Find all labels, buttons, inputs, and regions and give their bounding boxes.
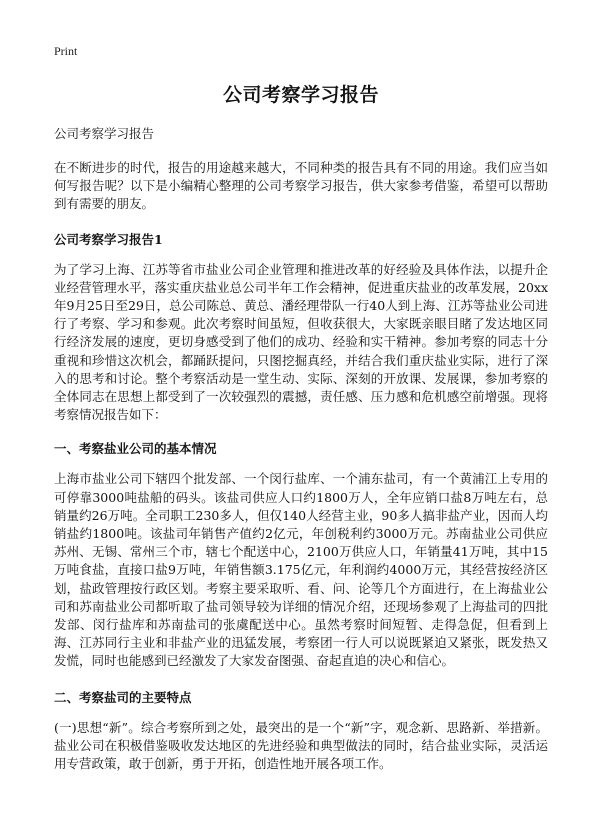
section-2-heading: 二、考察盐司的主要特点 <box>54 689 192 705</box>
document-subtitle: 公司考察学习报告 <box>54 126 155 141</box>
report-heading: 公司考察学习报告1 <box>54 231 163 247</box>
section-1-paragraph: 上海市盐业公司下辖四个批发部、一个闵行盐库、一个浦东盐司，有一个黄浦江上专用的可停靠3000吨盐船的码头。该盐司供应人口约1800万人，全年应销口盐8万吨左右，总销量约26万吨。全司职工230多人，但仅140人经营主业，90多人搞非盐产业，因而人均销盐约1800吨。该盐司年销售产值约2亿元，年创税利约3000万元。苏南盐业公司供应苏州、无锡、常州三个市，辖七个配送中心，2100万供应人口，年销量41万吨，其中15万吨食盐，直接口盐9万吨，年销售额3.175亿元，年利润约4000万元，其经营按经济区划，盐政管理按行政区划。考察主要采取听、看、问、论等几个方面进行，在上海盐业公司和苏南盐业公司都听取了盐司领导较为详细的情况介绍，还现场参观了上海盐司的四批发部、闵行盐库和苏南盐司的张虞配送中心。虽然考察时间短暂、走得急促，但看到上海、江苏同行主业和非盐产业的迅猛发展，考察团一行人可以说既紧迫又紧张，既发热又发慌，同时也能感到已经激发了大家发奋图强、奋起直追的决心和信心。 <box>54 471 548 669</box>
section-1-heading: 一、考察盐业公司的基本情况 <box>54 441 217 457</box>
document-title: 公司考察学习报告 <box>222 84 379 106</box>
intro-paragraph: 在不断进步的时代，报告的用途越来越大，不同种类的报告具有不同的用途。我们应当如何写报告呢？以下是小编精心整理的公司考察学习报告，供大家参考借鉴，希望可以帮助到有需要的朋友。 <box>54 160 548 212</box>
section-2-paragraph: (一)思想“新”。综合考察所到之处，最突出的是一个“新”字，观念新、思路新、举措新。盐业公司在积极借鉴吸收发达地区的先进经验和典型做法的同时，结合盐业实际，灵活运用专营政策，敢于创新，勇于开拓，创造性地开展各项工作。 <box>54 719 548 772</box>
report-paragraph: 为了学习上海、江苏等省市盐业公司企业管理和推进改革的好经验及具体作法，以提升企业经营管理水平，落实重庆盐业总公司半年工作会精神，促进重庆盐业的改革发展，20xx年9月25日至29日，总公司陈总、黄总、潘经理带队一行40人到上海、江苏等盐业公司进行了考察、学习和参观。此次考察时间虽短，但收获很大，大家既亲眼目睹了发达地区同行经济发展的速度，更切身感受到了他们的成功、经验和实干精神。参加考察的同志十分重视和珍惜这次机会，都踊跃提问，只图挖掘真经，并结合我们重庆盐业实际，进行了深入的思考和讨论。整个考察活动是一堂生动、实际、深刻的开放课、发展课，参加考察的全体同志在思想上都受到了一次较强烈的震撼，责任感、压力感和危机感空前增强。现将考察情况报告如下： <box>54 261 548 423</box>
print-link[interactable]: Print <box>54 44 78 58</box>
